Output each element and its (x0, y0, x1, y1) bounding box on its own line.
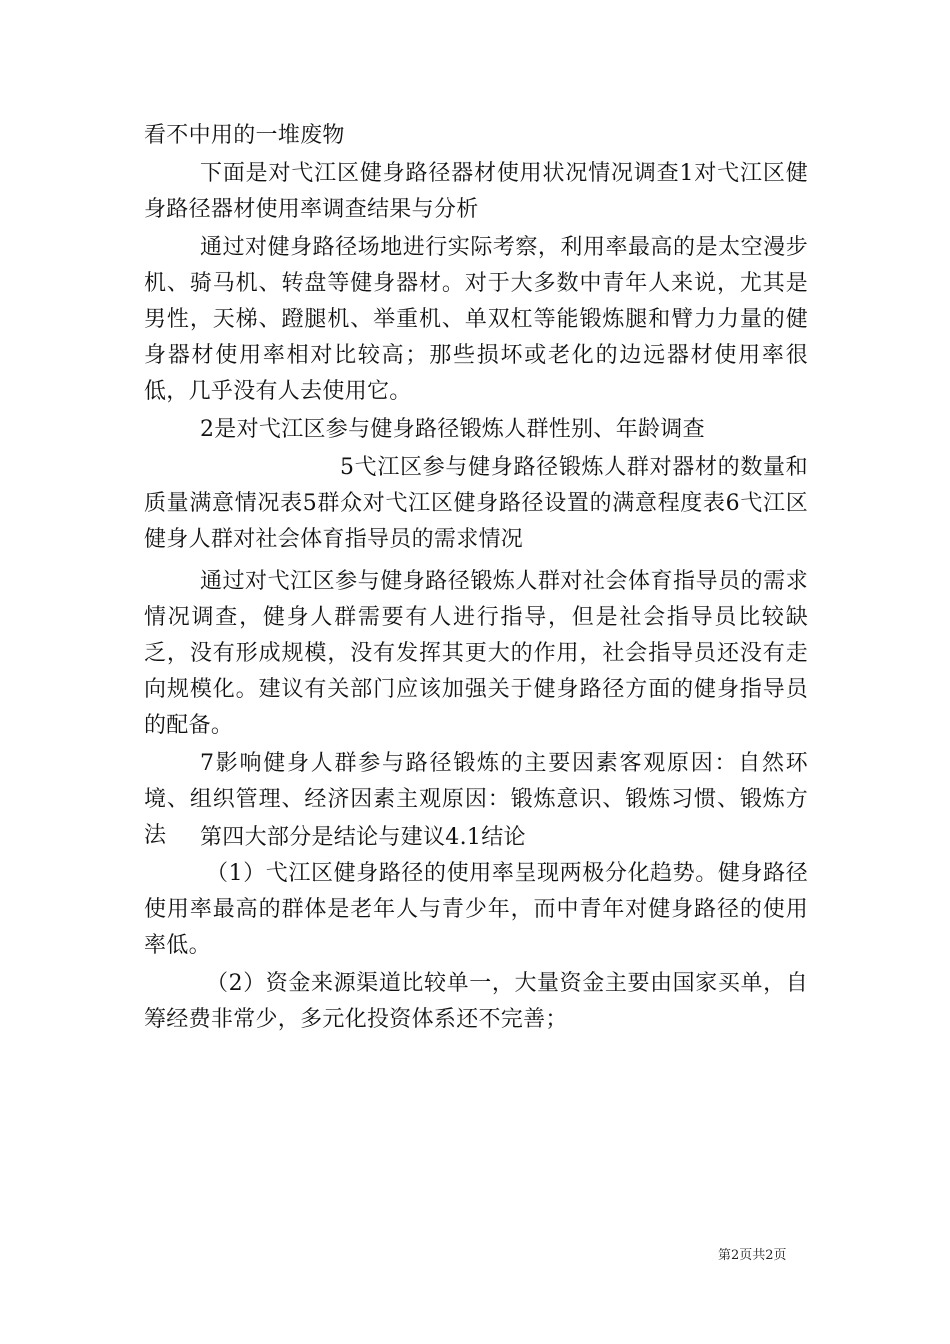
paragraph-7: 7影响健身人群参与路径锻炼的主要因素客观原因：自然环境、组织管理、经济因素主观原因：锻炼意识、锻炼习惯、锻炼方法 (144, 751, 808, 848)
paragraph-8: 第四大部分是结论与建议4.1结论 (200, 825, 526, 850)
paragraph-10: （2）资金来源渠道比较单一，大量资金主要由国家买单，自筹经费非常少，多元化投资体系还不完善； (144, 971, 808, 1032)
paragraph-9: （1）弋江区健身路径的使用率呈现两极分化趋势。健身路径使用率最高的群体是老年人与青少年，而中青年对健身路径的使用率低。 (144, 861, 808, 958)
page-number: 第2页共2页 (718, 1248, 787, 1263)
paragraph-2: 下面是对弋江区健身路径器材使用状况情况调查1对弋江区健身路径器材使用率调查结果与分析 (144, 161, 808, 222)
paragraph-3: 通过对健身路径场地进行实际考察，利用率最高的是太空漫步机、骑马机、转盘等健身器材。对于大多数中青年人来说，尤其是男性，天梯、蹬腿机、举重机、单双杠等能锻炼腿和臂力力量的健身器材使用率相对比较高；那些损坏或老化的边远器材使用率很低，几乎没有人去使用它。 (144, 235, 808, 404)
paragraph-5: 5弋江区参与健身路径锻炼人群对器材的数量和质量满意情况表5群众对弋江区健身路径设置的满意程度表6弋江区健身人群对社会体育指导员的需求情况 (144, 455, 808, 552)
paragraph-1: 看不中用的一堆废物 (144, 123, 345, 148)
paragraph-4: 2是对弋江区参与健身路径锻炼人群性别、年龄调查 (200, 417, 705, 442)
paragraph-6: 通过对弋江区参与健身路径锻炼人群对社会体育指导员的需求情况调查，健身人群需要有人进行指导，但是社会指导员比较缺乏，没有形成规模，没有发挥其更大的作用，社会指导员还没有走向规模化。建议有关部门应该加强关于健身路径方面的健身指导员的配备。 (144, 569, 808, 738)
